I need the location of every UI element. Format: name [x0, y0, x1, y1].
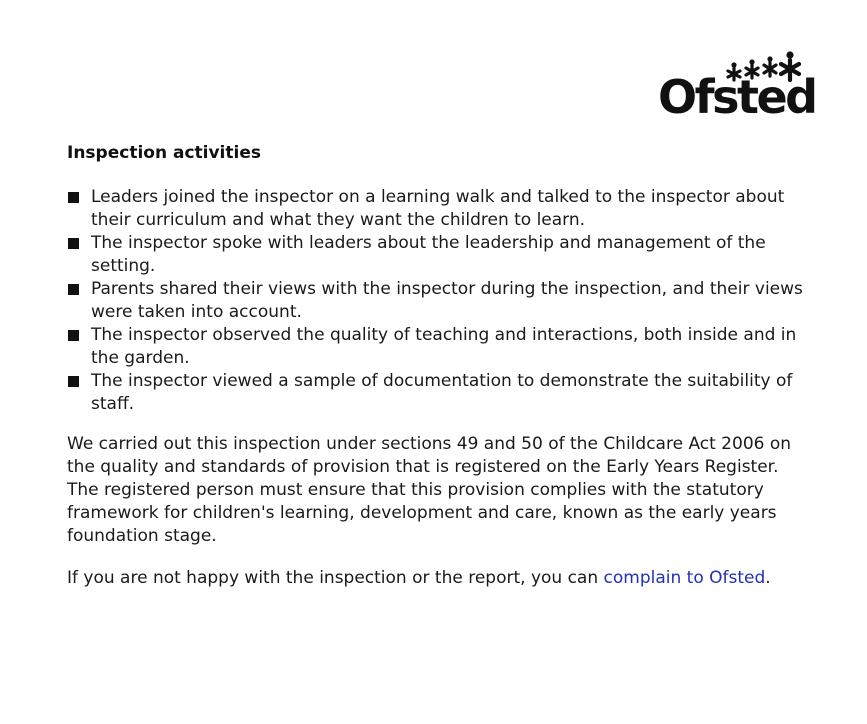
- list-item-text: The inspector observed the quality of teaching and interactions, both inside and in the garden.: [91, 325, 797, 368]
- activities-list: [67, 186, 807, 416]
- logo-wordmark: Ofsted: [658, 70, 816, 124]
- list-item: [67, 232, 807, 278]
- bullet-square-icon: [68, 376, 79, 387]
- complaint-paragraph: [67, 567, 807, 590]
- bullet-square-icon: [68, 192, 79, 203]
- list-item-text: Parents shared their views with the inspector during the inspection, and their views were taken into account.: [91, 279, 803, 322]
- section-heading: Inspection activities: [67, 143, 261, 163]
- complaint-prefix: If you are not happy with the inspection or the report, you can: [67, 568, 604, 588]
- list-item-text: Leaders joined the inspector on a learning walk and talked to the inspector about their curriculum and what they want the children to learn.: [91, 187, 785, 230]
- list-item-text: The inspector viewed a sample of documentation to demonstrate the suitability of staff.: [91, 371, 793, 414]
- list-item-text: The inspector spoke with leaders about the leadership and management of the setting.: [91, 233, 766, 276]
- list-item: [67, 186, 807, 232]
- bullet-square-icon: [68, 330, 79, 341]
- bullet-square-icon: [68, 238, 79, 249]
- list-item: [67, 278, 807, 324]
- complaint-suffix: .: [765, 568, 771, 588]
- bullet-square-icon: [68, 284, 79, 295]
- ofsted-logo: [656, 50, 816, 126]
- list-item: [67, 324, 807, 370]
- complain-link[interactable]: complain to Ofsted: [603, 568, 766, 588]
- legal-paragraph: We carried out this inspection under sections 49 and 50 of the Childcare Act 2006 on the quality and standards of provision that is registered on the Early Years Register. The registered person must ensure that this provision complies with the statutory framework for children's learning, development and care, known as the early years foundation stage.: [67, 434, 792, 546]
- list-item: [67, 370, 807, 416]
